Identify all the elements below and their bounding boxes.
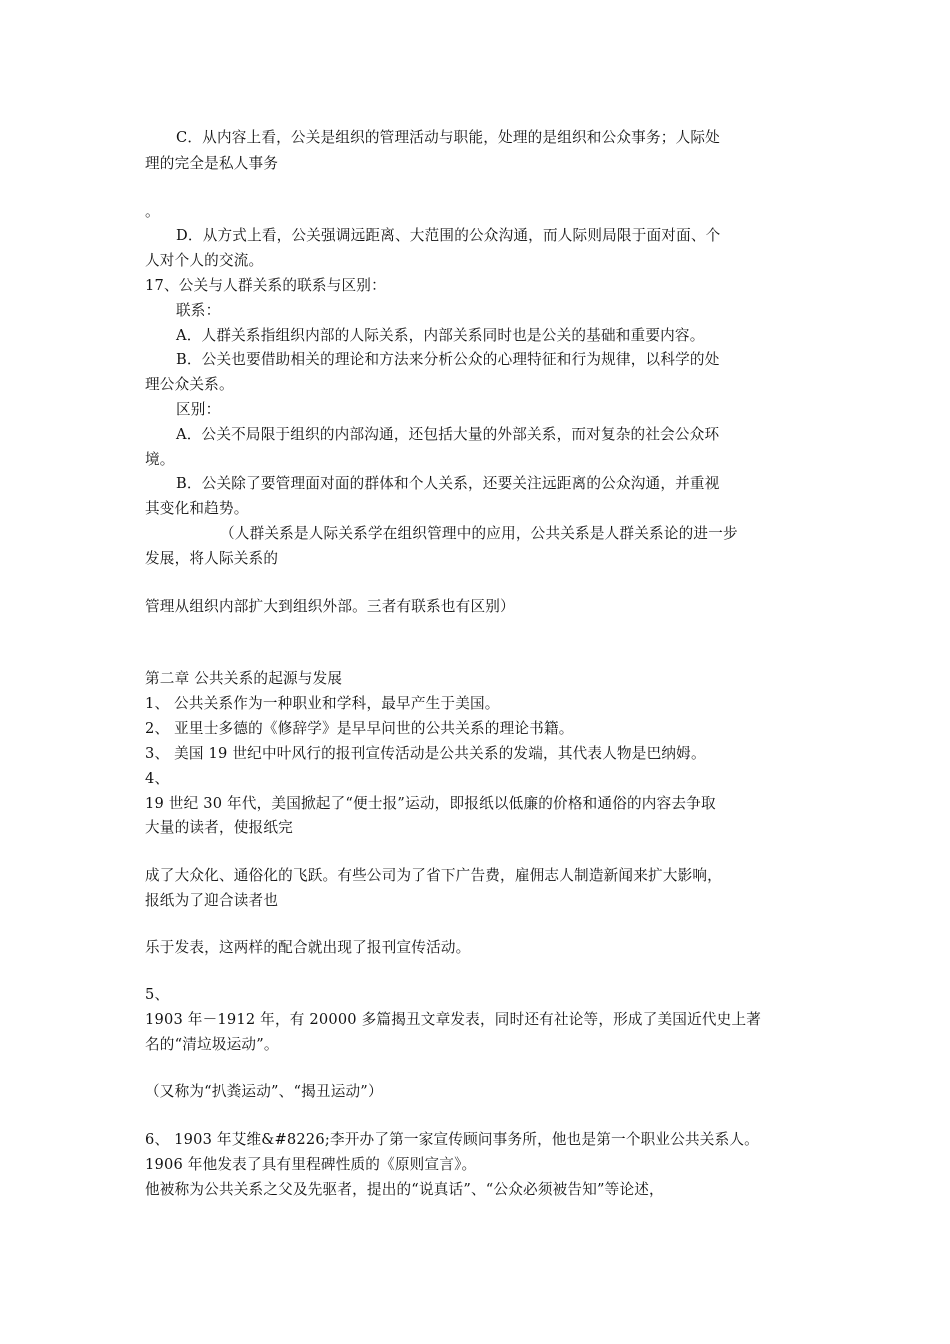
text-line: B．公关也要借助相关的理论和方法来分析公众的心理特征和行为规律，以科学的处 [176,351,720,368]
text-line: 管理从组织内部扩大到组织外部。三者有联系也有区别） [145,598,515,615]
text-line: 1903 年－1912 年，有 20000 多篇揭丑文章发表，同时还有社论等，形成了美国近代史上著 [145,1011,762,1028]
text-line: 19 世纪 30 年代，美国掀起了“便士报”运动，即报纸以低廉的价格和通俗的内容去争取 [145,795,716,812]
text-line: 联系： [176,302,221,319]
chapter-heading: 第二章 公共关系的起源与发展 [145,670,343,687]
text-line: A．公关不局限于组织的内部沟通，还包括大量的外部关系，而对复杂的社会公众环 [176,426,720,443]
text-line: （又称为“扒粪运动”、“揭丑运动”） [145,1083,383,1100]
text-line: 理的完全是私人事务 [145,155,279,172]
text-line: 4、 [145,770,170,787]
text-line: 17、公关与人群关系的联系与区别： [145,277,386,294]
text-line: 报纸为了迎合读者也 [145,892,279,909]
text-line: 。 [145,203,160,220]
text-line: 发展，将人际关系的 [145,550,279,567]
text-line: 理公众关系。 [145,376,234,393]
text-line: 5、 [145,986,170,1003]
text-line: 区别： [176,401,221,418]
text-line: （人群关系是人际关系学在组织管理中的应用，公共关系是人群关系论的进一步 [220,525,738,542]
text-line: 名的“清垃圾运动”。 [145,1036,279,1053]
text-line: 2、 亚里士多德的《修辞学》是早早问世的公共关系的理论书籍。 [145,720,574,737]
text-line: 他被称为公共关系之父及先驱者，提出的“说真话”、“公众必须被告知”等论述， [145,1181,664,1198]
text-line: 1906 年他发表了具有里程碑性质的《原则宣言》。 [145,1156,477,1173]
text-line: 乐于发表，这两样的配合就出现了报刊宣传活动。 [145,939,471,956]
text-line: D．从方式上看，公关强调远距离、大范围的公众沟通，而人际则局限于面对面、个 [176,227,721,244]
text-line: C．从内容上看，公关是组织的管理活动与职能，处理的是组织和公众事务；人际处 [176,129,720,146]
text-line: 3、 美国 19 世纪中叶风行的报刊宣传活动是公共关系的发端，其代表人物是巴纳姆。 [145,745,706,762]
text-line: 6、 1903 年艾维&#8226;李开办了第一家宣传顾问事务所，他也是第一个职业公共关系人。 [145,1131,759,1148]
text-line: A．人群关系指组织内部的人际关系，内部关系同时也是公关的基础和重要内容。 [176,327,705,344]
text-line: 境。 [145,451,175,468]
text-line: 大量的读者，使报纸完 [145,819,293,836]
text-line: 其变化和趋势。 [145,500,249,517]
text-line: 1、 公共关系作为一种职业和学科，最早产生于美国。 [145,695,500,712]
text-line: B．公关除了要管理面对面的群体和个人关系，还要关注远距离的公众沟通，并重视 [176,475,720,492]
text-line: 人对个人的交流。 [145,252,264,269]
text-line: 成了大众化、通俗化的飞跃。有些公司为了省下广告费，雇佣志人制造新闻来扩大影响， [145,867,722,884]
